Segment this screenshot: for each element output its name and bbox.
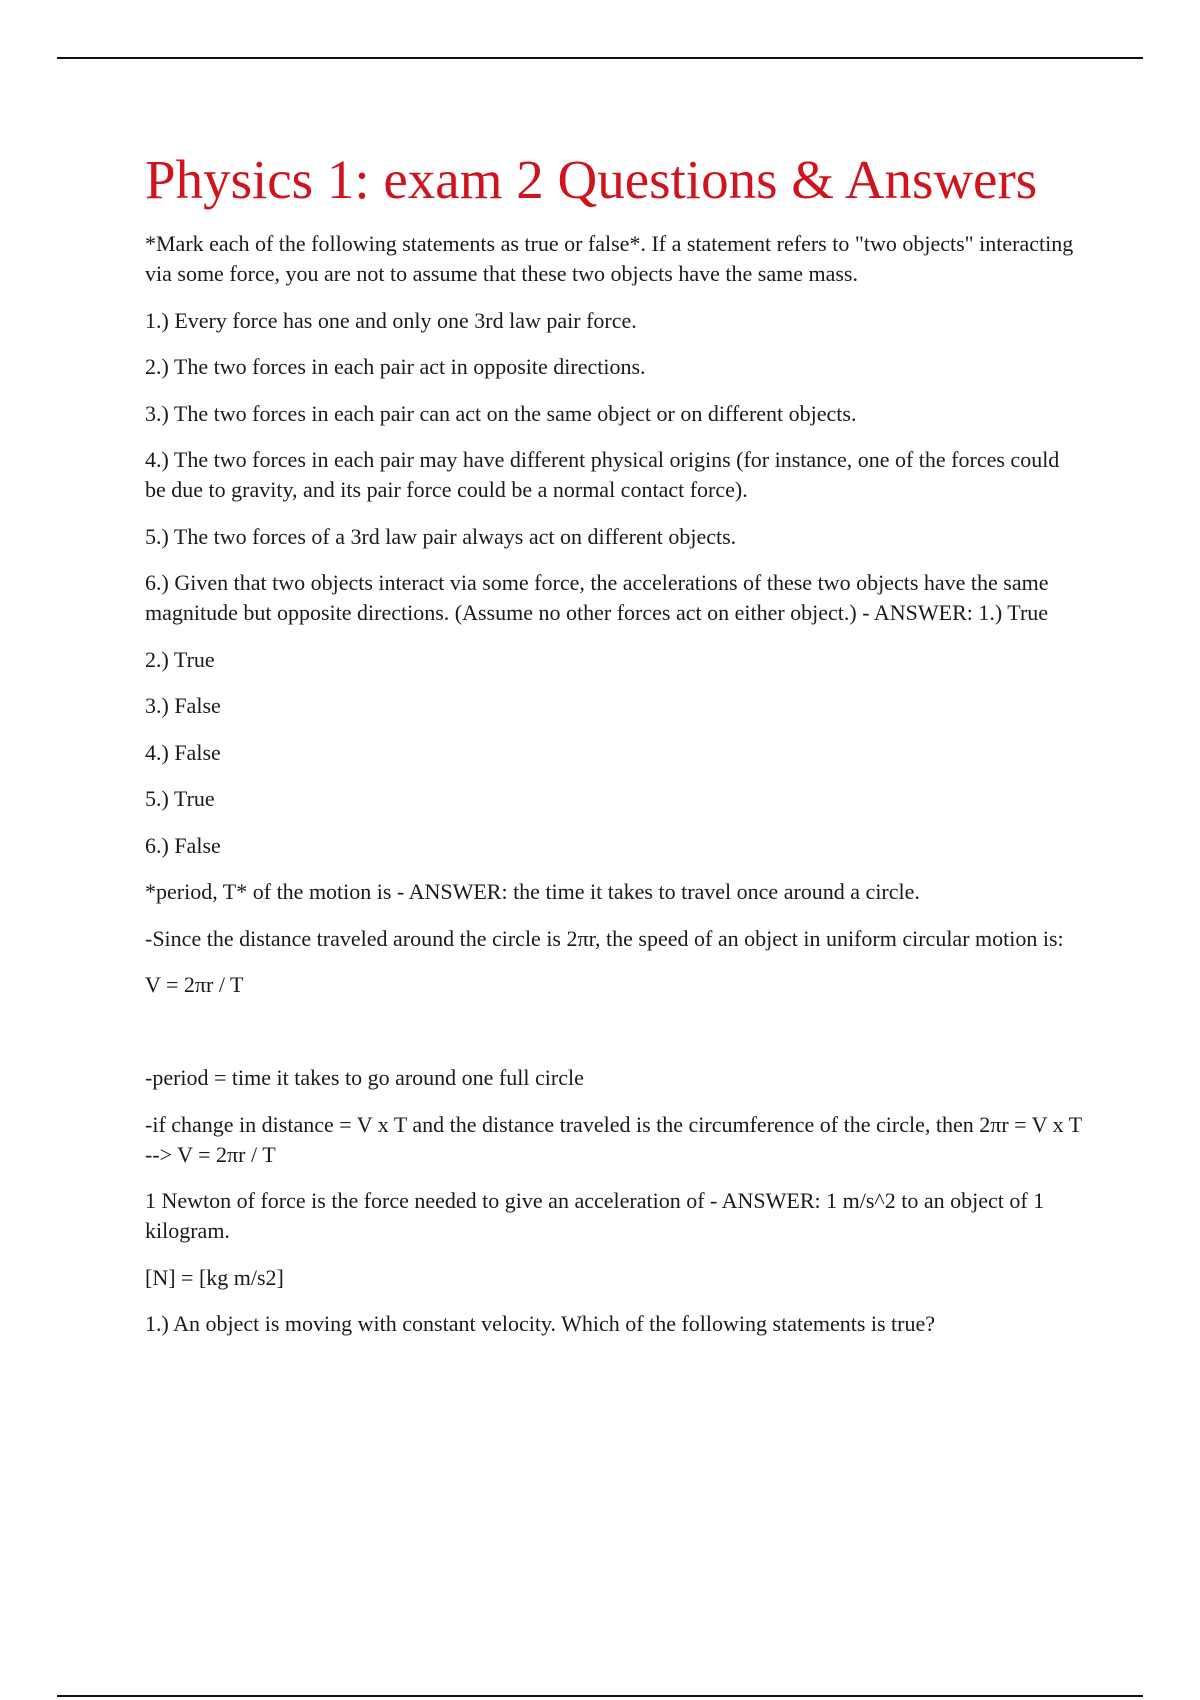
- statement-2: 2.) The two forces in each pair act in opposite directions.: [145, 354, 646, 379]
- page-title: Physics 1: exam 2 Questions & Answers: [145, 149, 1038, 210]
- document-body: [145, 145, 1085, 1356]
- answer-3: 3.) False: [145, 693, 221, 718]
- answer-5: 5.) True: [145, 786, 215, 811]
- period-definition: -period = time it takes to go around one full circle: [145, 1065, 584, 1090]
- statement-4: 4.) The two forces in each pair may have different physical origins (for instance, one of the forces could be due to gravity, and its pair force could be a normal contact force).: [145, 447, 1060, 502]
- period-question: *period, T* of the motion is - ANSWER: the time it takes to travel once around a circle.: [145, 879, 920, 904]
- header-rule: [57, 57, 1143, 59]
- answer-2: 2.) True: [145, 646, 215, 672]
- distance-derivation: -if change in distance = V x T and the distance traveled is the circumference of the circle, then 2πr = V x T --> V = 2πr / T: [145, 1111, 1082, 1167]
- instructions-paragraph: *Mark each of the following statements as true or false*. If a statement refers to "two objects" interacting via some force, you are not to assume that these two objects have the same mass.: [145, 231, 1074, 286]
- statement-6-with-answer: 6.) Given that two objects interact via some force, the accelerations of these two objects have the same magnitude but opposite directions. (Assume no other forces act on either object.) - ANSWER: 1.) True: [145, 570, 1049, 625]
- constant-velocity-question: 1.) An object is moving with constant velocity. Which of the following statements is true?: [145, 1311, 936, 1336]
- circular-motion-note: -Since the distance traveled around the circle is 2πr, the speed of an object in uniform circular motion is:: [145, 925, 1064, 951]
- answer-6: 6.) False: [145, 832, 221, 858]
- newton-question: 1 Newton of force is the force needed to give an acceleration of - ANSWER: 1 m/s^2 to an object of 1 kilogram.: [145, 1188, 1045, 1243]
- answer-4: 4.) False: [145, 739, 221, 765]
- statement-1: 1.) Every force has one and only one 3rd law pair force.: [145, 307, 637, 333]
- statement-5: 5.) The two forces of a 3rd law pair always act on different objects.: [145, 523, 737, 549]
- velocity-formula: V = 2πr / T: [145, 972, 244, 997]
- footer-rule: [57, 1695, 1143, 1697]
- statement-3: 3.) The two forces in each pair can act on the same object or on different objects.: [145, 400, 857, 426]
- newton-units: [N] = [kg m/s2]: [145, 1264, 284, 1290]
